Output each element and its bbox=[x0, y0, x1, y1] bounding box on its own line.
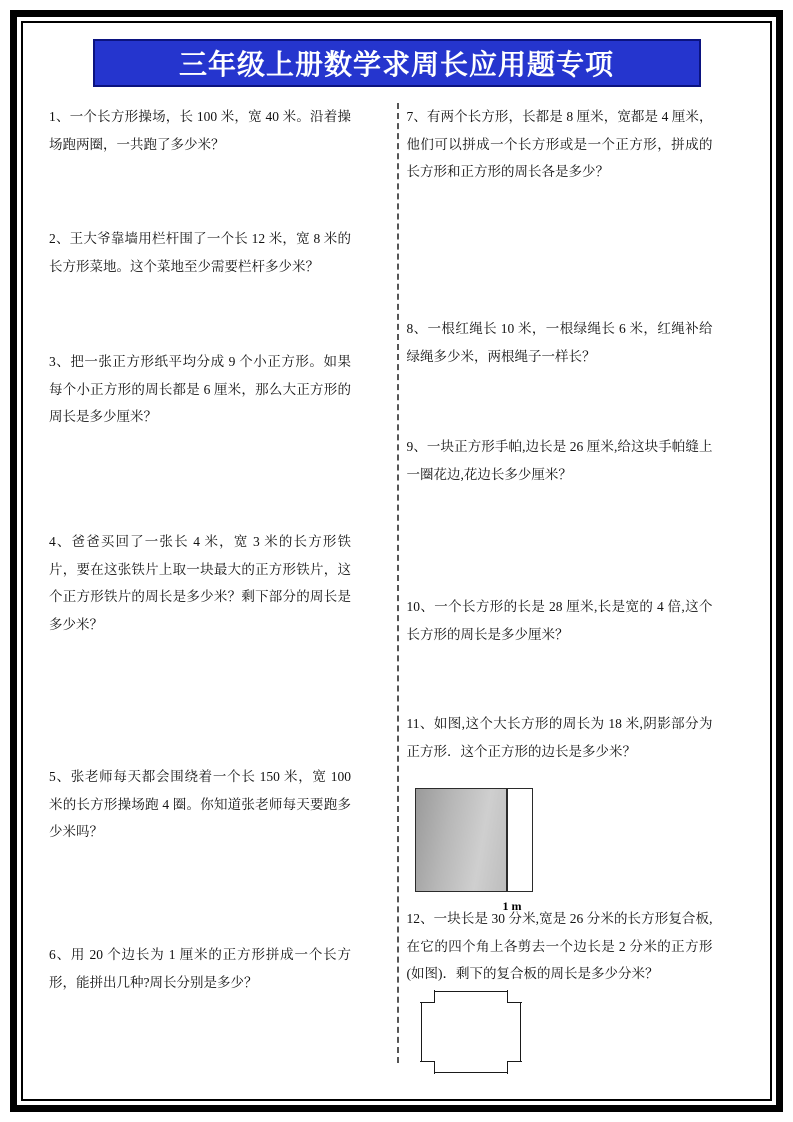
outer-border bbox=[10, 10, 783, 1112]
question-8-text: 8、一根红绳长 10 米，一根绿绳长 6 米，红绳补给绿绳多少米，两根绳子一样长？ bbox=[406, 321, 713, 364]
question-8 bbox=[407, 315, 713, 370]
question-2-text: 2、王大爷靠墙用栏杆围了一个长 12 米，宽 8 米的长方形菜地。这个菜地至少需要栏杆多少米？ bbox=[49, 231, 351, 274]
corner-cut-top-right bbox=[507, 990, 522, 1003]
question-5 bbox=[49, 763, 351, 846]
corner-cut-top-left bbox=[420, 990, 435, 1003]
shaded-square-region bbox=[415, 788, 507, 892]
corner-cut-bottom-left bbox=[420, 1061, 435, 1074]
question-9-text: 9、一块正方形手帕,边长是 26 厘米,给这块手帕缝上一圈花边,花边长多少厘米？ bbox=[406, 439, 713, 482]
question-10 bbox=[407, 593, 713, 648]
corner-cut-bottom-right bbox=[507, 1061, 522, 1074]
question-12-text: 12、一块长是 30 分米,宽是 26 分米的长方形复合板,在它的四个角上各剪去一个边长是 2 分米的正方形(如图)．剩下的复合板的周长是多少分米？ bbox=[406, 911, 713, 982]
question-7 bbox=[407, 103, 713, 186]
question-4 bbox=[49, 528, 351, 639]
question-9 bbox=[407, 433, 713, 488]
question-7-text: 7、有两个长方形，长都是 8 厘米，宽都是 4 厘米，他们可以拼成一个长方形或是一个正方形，拼成的长方形和正方形的周长各是多少？ bbox=[406, 109, 713, 180]
question-2 bbox=[49, 225, 351, 280]
board-outline bbox=[421, 991, 521, 1073]
figure-dimension-label: 1 m bbox=[502, 899, 522, 913]
question-6-text: 6、用 20 个边长为 1 厘米的正方形拼成一个长方形，能拼出几种?周长分别是多少？ bbox=[49, 947, 351, 990]
question-1-text: 1、一个长方形操场，长 100 米，宽 40 米。沿着操场跑两圈，一共跑了多少米？ bbox=[49, 109, 351, 152]
question-5-text: 5、张老师每天都会围绕着一个长 150 米，宽 100 米的长方形操场跑 4 圈。你知道张老师每天要跑多少米吗？ bbox=[49, 769, 351, 840]
inner-border bbox=[21, 21, 772, 1101]
question-11-text: 11、如图,这个大长方形的周长为 18 米,阴影部分为正方形．这个正方形的边长是多少米？ bbox=[406, 716, 713, 759]
notched-square-figure bbox=[421, 991, 521, 1073]
white-strip-region bbox=[507, 788, 533, 892]
question-6 bbox=[49, 941, 351, 996]
questions-area bbox=[41, 103, 752, 1063]
shaded-rectangle-figure bbox=[415, 788, 535, 913]
question-3-text: 3、把一张正方形纸平均分成 9 个小正方形。如果每个小正方形的周长都是 6 厘米，那么大正方形的周长是多少厘米？ bbox=[49, 354, 351, 425]
question-4-text: 4、爸爸买回了一张长 4 米，宽 3 米的长方形铁片，要在这张铁片上取一块最大的正方形铁片，这个正方形铁片的周长是多少米？剩下部分的周长是多少米？ bbox=[49, 534, 351, 633]
left-column bbox=[41, 103, 397, 1063]
page-title-banner bbox=[93, 39, 701, 87]
page-title: 三年级上册数学求周长应用题专项 bbox=[178, 49, 614, 80]
right-column bbox=[397, 103, 753, 1063]
question-11 bbox=[406, 710, 713, 913]
question-12 bbox=[407, 905, 713, 1105]
question-3 bbox=[49, 348, 351, 431]
question-1 bbox=[49, 103, 351, 158]
question-10-text: 10、一个长方形的长是 28 厘米,长是宽的 4 倍,这个长方形的周长是多少厘米？ bbox=[406, 599, 713, 642]
